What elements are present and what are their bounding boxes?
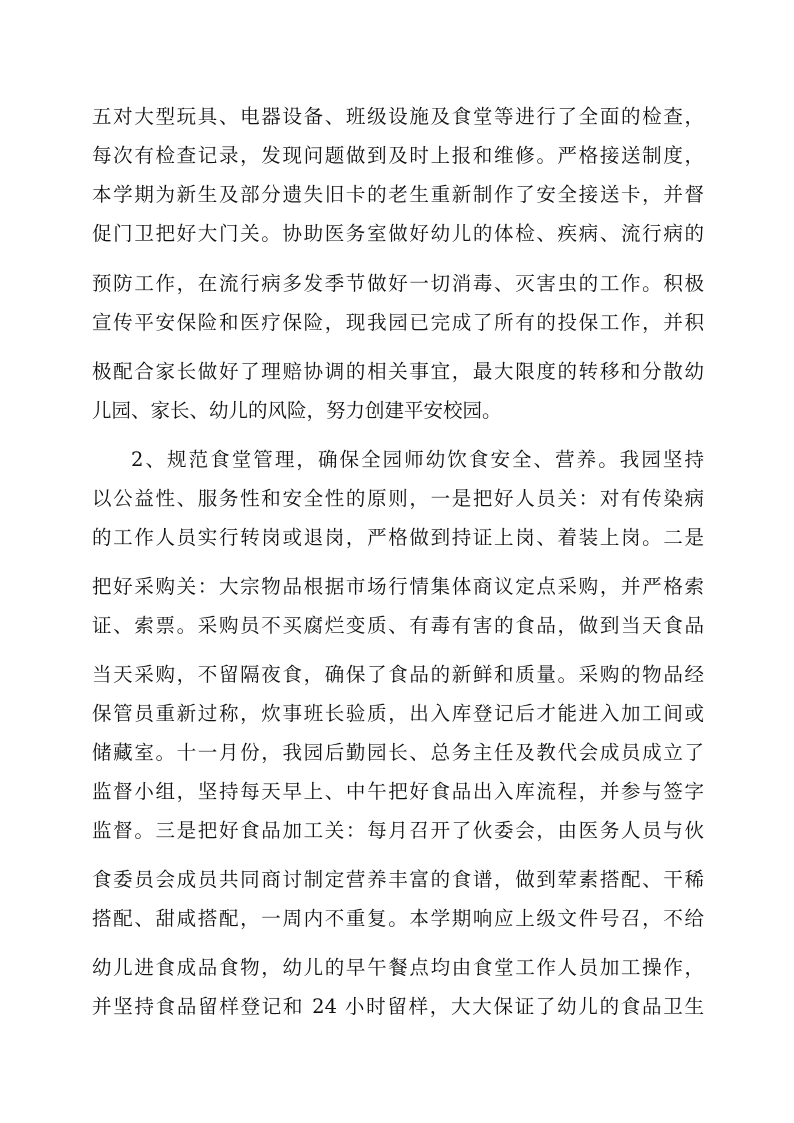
text-line: 促门卫把好大门关。协助医务室做好幼儿的体检、疾病、流行病的: [92, 222, 704, 245]
text-line: 每次有检查记录，发现问题做到及时上报和维修。严格接送制度，: [92, 144, 704, 167]
text-line: 极配合家长做好了理赔协调的相关事宜，最大限度的转移和分散幼: [92, 360, 704, 383]
text-line: 本学期为新生及部分遗失旧卡的老生重新制作了安全接送卡，并督: [92, 183, 704, 206]
text-line: 储藏室。十一月份，我园后勤园长、总务主任及教代会成员成立了: [92, 741, 704, 764]
text-line: 保管员重新过称，炊事班长验质，出入库登记后才能进入加工间或: [92, 702, 704, 725]
text-line: 的工作人员实行转岗或退岗，严格做到持证上岗、着装上岗。二是: [92, 526, 704, 549]
text-line: 证、索票。采购员不买腐烂变质、有毒有害的食品，做到当天食品: [92, 614, 704, 637]
paragraph-start-line: 2、规范食堂管理，确保全园师幼饮食安全、营养。我园坚持: [131, 448, 704, 471]
text-line: 儿园、家长、幼儿的风险，努力创建平安校园。: [92, 399, 502, 422]
text-line: 以公益性、服务性和安全性的原则，一是把好人员关：对有传染病: [92, 487, 704, 510]
text-line: 预防工作，在流行病多发季节做好一切消毒、灭害虫的工作。积极: [92, 272, 704, 295]
text-line: 当天采购，不留隔夜食，确保了食品的新鲜和质量。采购的物品经: [92, 663, 704, 686]
text-line: 食委员会成员共同商讨制定营养丰富的食谱，做到荤素搭配、干稀: [92, 868, 704, 891]
text-line: 宣传平安保险和医疗保险，现我园已完成了所有的投保工作，并积: [92, 311, 704, 334]
text-line: 幼儿进食成品食物，幼儿的早午餐点均由食堂工作人员加工操作，: [92, 956, 704, 979]
text-line: 把好采购关：大宗物品根据市场行情集体商议定点采购，并严格索: [92, 575, 704, 598]
text-line: 监督。三是把好食品加工关：每月召开了伙委会，由医务人员与伙: [92, 819, 704, 842]
text-line: 搭配、甜咸搭配，一周内不重复。本学期响应上级文件号召，不给: [92, 907, 704, 930]
text-line: 五对大型玩具、电器设备、班级设施及食堂等进行了全面的检查，: [92, 105, 704, 128]
text-line: 监督小组，坚持每天早上、中午把好食品出入库流程，并参与签字: [92, 780, 704, 803]
text-line: 并坚持食品留样登记和 24 小时留样，大大保证了幼儿的食品卫生: [92, 995, 704, 1018]
